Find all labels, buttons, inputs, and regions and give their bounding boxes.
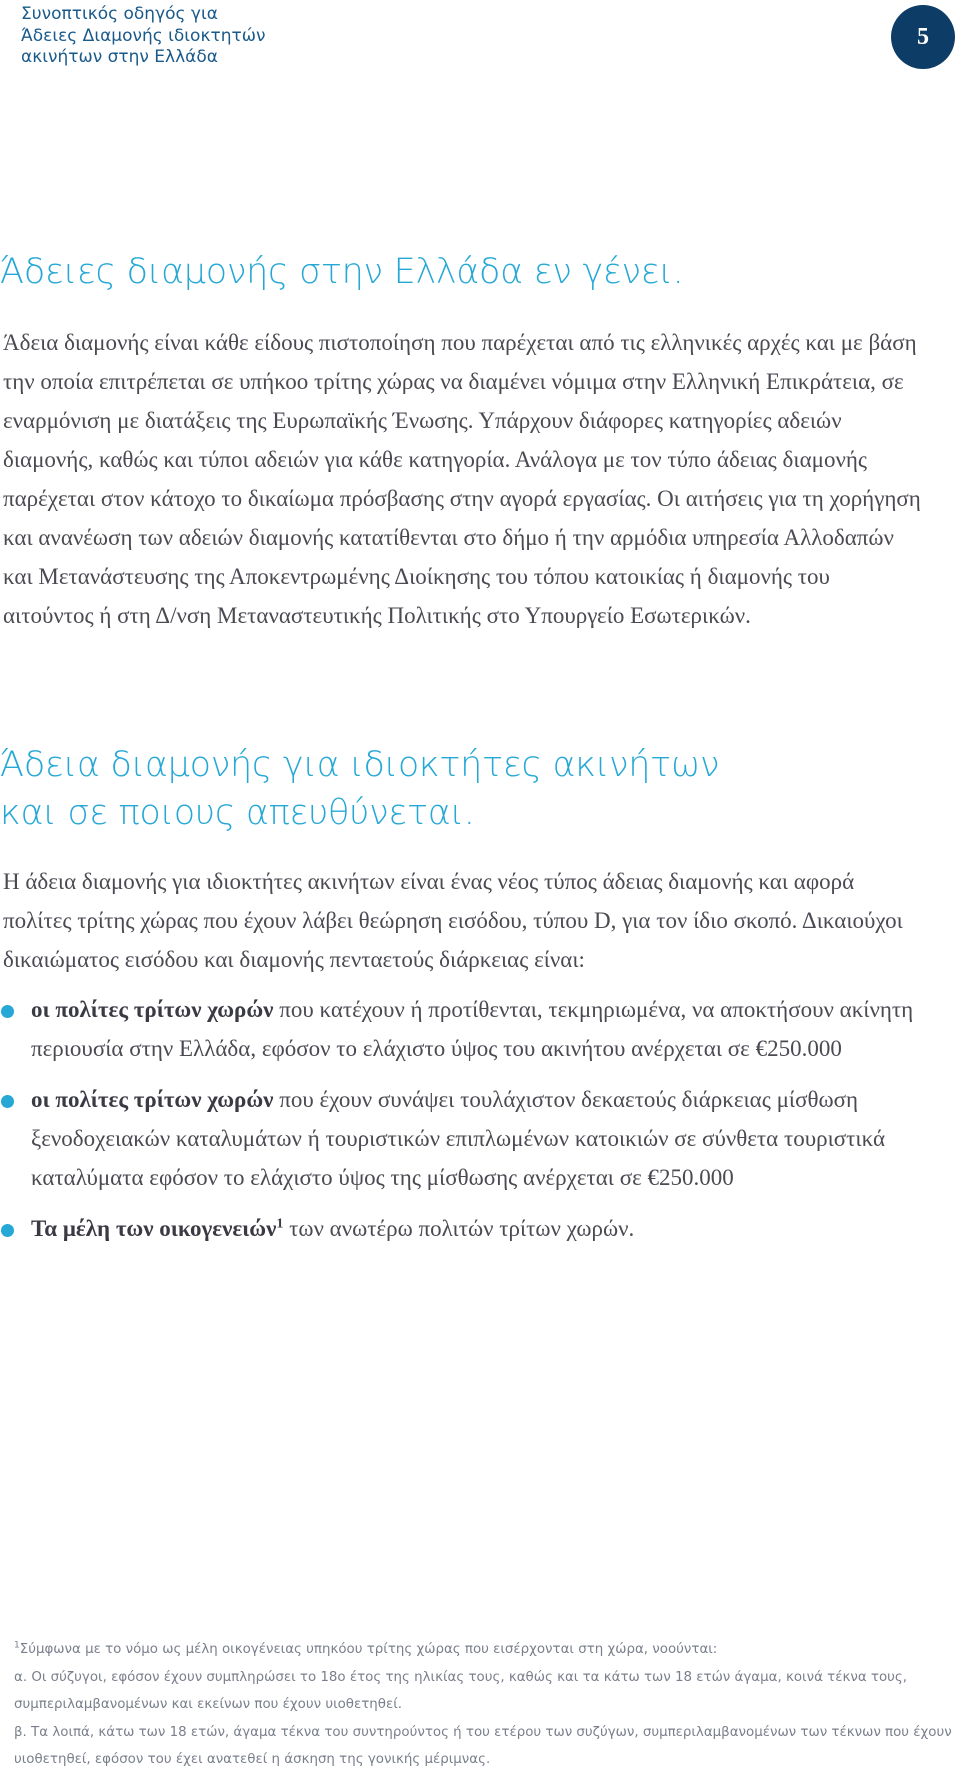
footnote-item-a: α. Οι σύζυγοι, εφόσον έχουν συμπληρώσει το 18ο έτος της ηλικίας τους, καθώς και τα κάτω των 18 ετών άγαμα, κοινά τέκνα τους, συμπεριλαμβανομένων και εκείνων που έχουν υιοθετηθεί. [14, 1669, 908, 1712]
document-title-line: Συνοπτικός οδηγός για [21, 4, 218, 24]
list-item [0, 990, 930, 1068]
section-heading-property-owners [0, 741, 719, 837]
bullet-dot-icon [1, 1005, 14, 1018]
footnote-intro [14, 1636, 954, 1664]
list-item [0, 1209, 930, 1248]
footnotes [14, 1636, 954, 1774]
footnote-reference: 1 [276, 1216, 284, 1232]
footnote-mark: 1 [14, 1640, 20, 1651]
bullet-dot-icon [1, 1224, 14, 1237]
section-heading-line: Άδεια διαμονής για ιδιοκτήτες ακινήτων [0, 745, 720, 785]
bullet-dot-icon [1, 1095, 14, 1108]
section-paragraph-property-owners: Η άδεια διαμονής για ιδιοκτήτες ακινήτων είναι ένας νέος τύπος άδειας διαμονής και αφορά πολίτες τρίτης χώρας που έχουν λάβει θεώρηση εισόδου, τύπου D, για τον ίδιο σκοπό. Δικαιούχοι δικαιώματος εισόδου και διαμονής πενταετούς διάρκειας είναι: [3, 869, 903, 972]
footnote-intro-text: Σύμφωνα με το νόμο ως μέλη οικογένειας υπηκόου τρίτης χώρας που εισέρχονται στη χώρα, νοούνται: [19, 1642, 718, 1657]
document-title-line: ακινήτων στην Ελλάδα [21, 47, 218, 67]
list-item-text: που έχουν συνάψει τουλάχιστον δεκαετούς διάρκειας μίσθωση ξενοδοχειακών καταλυμάτων ή τουριστικών επιπλωμένων κατοικιών σε σύνθετα τουριστικά καταλύματα εφόσον το ελάχιστο ύψος της μίσθωσης ανέρχεται σε €250.000 [31, 1087, 886, 1190]
list-item-text: των ανωτέρω πολιτών τρίτων χωρών. [283, 1216, 635, 1241]
list-item-lead: οι πολίτες τρίτων χωρών [31, 997, 274, 1022]
list-item-text: που κατέχουν ή προτίθενται, τεκμηριωμένα, να αποκτήσουν ακίνητη περιουσία στην Ελλάδα, εφόσον το ελάχιστο ύψος του ακινήτου ανέρχεται σε €250.000 [31, 997, 914, 1061]
section-heading-residence-permits: Άδειες διαμονής στην Ελλάδα εν γένει. [0, 252, 684, 292]
page-number-badge: 5 [891, 5, 955, 69]
list-item-lead: οι πολίτες τρίτων χωρών [31, 1087, 274, 1112]
beneficiaries-list [0, 990, 930, 1248]
list-item [0, 1080, 930, 1197]
footnote-item-b: β. Τα λοιπά, κάτω των 18 ετών, άγαμα τέκνα του συντηρούντος ή του ετέρου των συζύγων, συμπεριλαμβανομένων των τέκνων που έχουν υιοθετηθεί, εφόσον του έχει ανατεθεί η άσκηση της γονικής μέριμνας. [14, 1724, 952, 1767]
list-item-lead: Τα μέλη των οικογενειών [31, 1216, 277, 1241]
document-title [21, 4, 521, 69]
section-heading-line: και σε ποιους απευθύνεται. [0, 793, 475, 833]
document-title-line: Άδειες Διαμονής ιδιοκτητών [21, 25, 266, 46]
section-paragraph-residence-permits: Άδεια διαμονής είναι κάθε είδους πιστοποίηση που παρέχεται από τις ελληνικές αρχές και με βάση την οποία επιτρέπεται σε υπήκοο τρίτης χώρας να διαμένει νόμιμα στην Ελληνική Επικράτεια, σε εναρμόνιση με διατάξεις της Ευρωπαϊκής Ένωσης. Υπάρχουν διάφορες κατηγορίες αδειών διαμονής, καθώς και τύποι αδειών για κάθε κατηγορία. Ανάλογα με τον τύπο άδειας διαμονής παρέχεται στον κάτοχο το δικαίωμα πρόσβασης στην αγορά εργασίας. Οι αιτήσεις για τη χορήγηση και ανανέωση των αδειών διαμονής κατατίθενται στο δήμο ή την αρμόδια υπηρεσία Αλλοδαπών και Μετανάστευσης της Αποκεντρωμένης Διοίκησης του τόπου κατοικίας ή διαμονής του αιτούντος ή στη Δ/νση Μεταναστευτικής Πολιτικής στο Υπουργείο Εσωτερικών. [3, 330, 921, 628]
